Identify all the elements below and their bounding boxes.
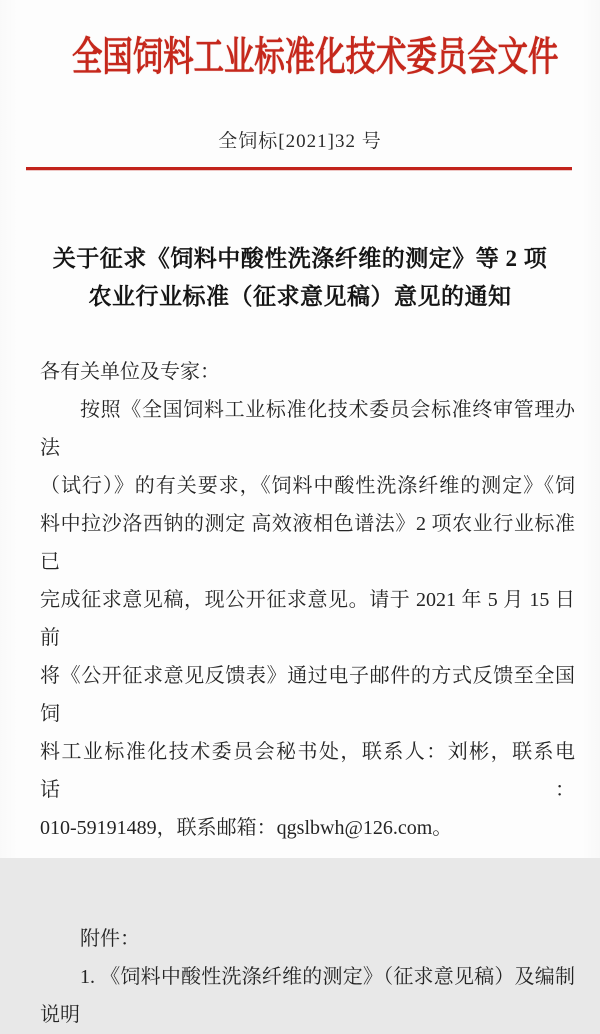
body-line: 按照《全国饲料工业标准化技术委员会标准终审管理办法	[40, 399, 575, 459]
body-line: 料工业标准化技术委员会秘书处，联系人：刘彬，联系电话：	[40, 741, 575, 801]
notice-title-line1: 关于征求《饲料中酸性洗涤纤维的测定》等 2 项	[52, 246, 548, 271]
document-header-title: 全国饲料工业标准化技术委员会文件	[72, 34, 559, 79]
red-divider-line	[26, 167, 572, 170]
notice-title	[0, 240, 600, 316]
document-number: 全饲标[2021]32 号	[218, 131, 382, 152]
attachments-section	[0, 920, 600, 1034]
body-line: 将《公开征求意见反馈表》通过电子邮件的方式反馈至全国饲	[40, 665, 575, 725]
body-line: （试行）》的有关要求，《饲料中酸性洗涤纤维的测定》《饲	[40, 475, 575, 497]
salutation: 各有关单位及专家：	[40, 361, 220, 383]
body-line: 料中拉沙洛西钠的测定 高效液相色谱法》2 项农业行业标准已	[40, 513, 575, 573]
attachment-item: 1. 《饲料中酸性洗涤纤维的测定》（征求意见稿）及编制	[80, 966, 575, 988]
notice-title-line2: 农业行业标准（征求意见稿）意见的通知	[88, 284, 512, 309]
body-line: 完成征求意见稿，现公开征求意见。请于 2021 年 5 月 15 日前	[40, 589, 575, 649]
attachments-label: 附件：	[80, 928, 140, 950]
body-line: 010-59191489，联系邮箱：qgslbwh@126.com。	[40, 817, 453, 839]
notice-body	[0, 353, 600, 847]
attachment-item-continuation: 说明	[40, 1004, 80, 1026]
